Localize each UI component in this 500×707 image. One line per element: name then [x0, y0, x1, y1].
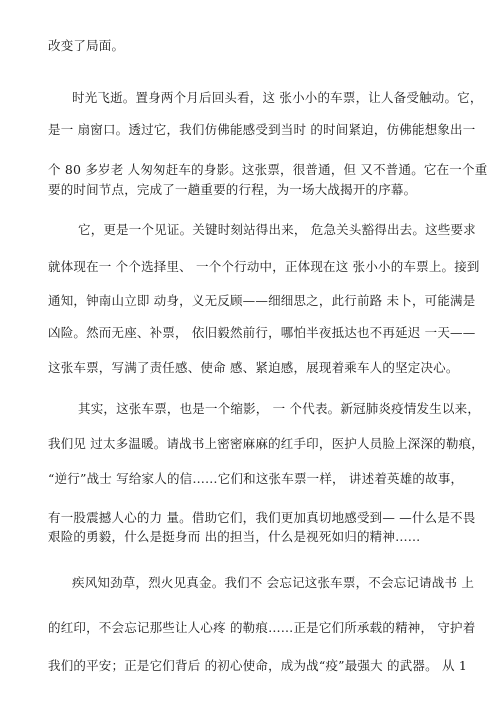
text-line-12: 我们见 过太多温暖。请战书上密密麻麻的红手印，医护人员脸上深深的勒痕， — [48, 436, 484, 451]
text-line-13: “逆行”战士 写给家人的信……它们和这张车票一样， 讲述着英雄的故事， — [48, 471, 464, 486]
text-line-3: 是一 扇窗口。透过它，我们仿佛能感受到当时 的时间紧迫，仿佛能想象出一 — [48, 122, 476, 137]
text-line-7: 就体现在一 个个选择里、 一个个行动中，正体现在这 张小小的车票上。接到 — [48, 259, 480, 274]
text-line-2: 时光飞逝。置身两个月后回头看，这 张小小的车票，让人备受触动。它， — [72, 90, 483, 105]
text-line-18: 我们的平安；正是它们背后 的初心使命，成为战“疫”最强大 的武器。 从 1 — [48, 658, 468, 673]
text-line-6: 它，更是一个见证。关键时刻站得出来， 危急关头豁得出去。这些要求 — [78, 222, 476, 237]
text-line-15: 艰险的勇毅，什么是挺身而 出的担当，什么是视死如归的精神…… — [48, 529, 421, 544]
text-line-1: 改变了局面。 — [48, 38, 125, 53]
text-line-8: 通知，钟南山立即 动身，义无反顾——细细思之，此行前路 未卜，可能满是 — [48, 293, 476, 308]
text-line-10: 这张车票，写满了责任感、使命 感、紧迫感，展现着乘车人的坚定决心。 — [48, 360, 459, 375]
text-line-17: 的红印，不会忘记那些让人心疼 的勒痕……正是它们所承载的精神， 守护着 — [48, 620, 476, 635]
text-line-14: 有一股震撼人心的力 量。借助它们，我们更加真切地感受到— —什么是不畏 — [48, 510, 476, 525]
text-line-5: 要的时间节点，完成了一趟重要的行程，为一场大战揭开的序幕。 — [48, 182, 417, 197]
text-line-4: 个 80 多岁老 人匆匆赶车的身影。这张票，很普通，但 又不普通。它在一个重 — [48, 162, 488, 177]
text-line-16: 疾风知劲草，烈火见真金。我们不 会忘记这张车票，不会忘记请战书 上 — [72, 575, 475, 590]
text-line-9: 凶险。然而无座、补票， 依旧毅然前行，哪怕半夜抵达也不再延迟 一天—— — [48, 325, 476, 340]
text-line-11: 其实，这张车票，也是一个缩影， 一 个代表。新冠肺炎疫情发生以来， — [78, 401, 481, 416]
